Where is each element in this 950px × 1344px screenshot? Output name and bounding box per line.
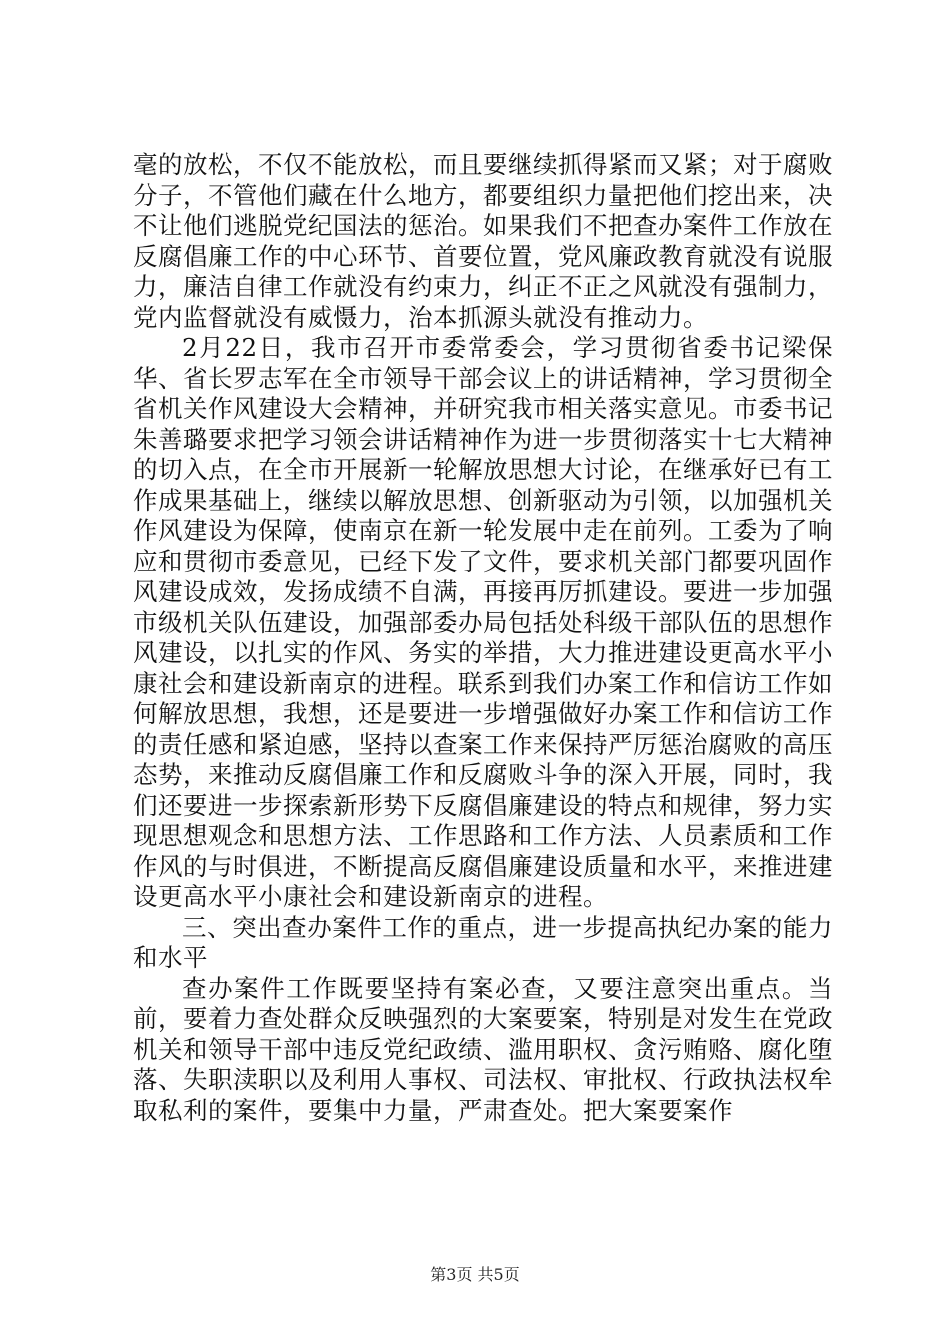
section-heading: 三、突出查办案件工作的重点，进一步提高执纪办案的能力和水平: [133, 912, 833, 972]
body-paragraph: 毫的放松，不仅不能放松，而且要继续抓得紧而又紧；对于腐败分子，不管他们藏在什么地方，都要组织力量把他们挖出来，决不让他们逃脱党纪国法的惩治。如果我们不把查办案件工作放在反腐倡廉工作的中心环节、首要位置，党风廉政教育就没有说服力，廉洁自律工作就没有约束力，纠正不正之风就没有强制力，党内监督就没有威慑力，治本抓源头就没有推动力。: [133, 150, 833, 332]
page-number-footer: 第3页 共5页: [430, 1265, 520, 1284]
body-paragraph: 查办案件工作既要坚持有案必查，又要注意突出重点。当前，要着力查处群众反映强烈的大案要案，特别是对发生在党政机关和领导干部中违反党纪政绩、滥用职权、贪污贿赂、腐化堕落、失职渎职以及利用人事权、司法权、审批权、行政执法权牟取私利的案件，要集中力量，严肃查处。把大案要案作: [133, 973, 833, 1125]
document-body: [133, 150, 833, 1126]
body-paragraph: 2月22日，我市召开市委常委会，学习贯彻省委书记梁保华、省长罗志军在全市领导干部会议上的讲话精神，学习贯彻全省机关作风建设大会精神，并研究我市相关落实意见。市委书记朱善璐要求把学习领会讲话精神作为进一步贯彻落实十七大精神的切入点，在全市开展新一轮解放思想大讨论，在继承好已有工作成果基础上，继续以解放思想、创新驱动为引领，以加强机关作风建设为保障，使南京在新一轮发展中走在前列。工委为了响应和贯彻市委意见，已经下发了文件，要求机关部门都要巩固作风建设成效，发扬成绩不自满，再接再厉抓建设。要进一步加强市级机关队伍建设，加强部委办局包括处科级干部队伍的思想作风建设，以扎实的作风、务实的举措，大力推进建设更高水平小康社会和建设新南京的进程。联系到我们办案工作和信访工作如何解放思想，我想，还是要进一步增强做好办案工作和信访工作的责任感和紧迫感，坚持以查案工作来保持严厉惩治腐败的高压态势，来推动反腐倡廉工作和反腐败斗争的深入开展，同时，我们还要进一步探索新形势下反腐倡廉建设的特点和规律，努力实现思想观念和思想方法、工作思路和工作方法、人员素质和工作作风的与时俱进，不断提高反腐倡廉建设质量和水平，来推进建设更高水平小康社会和建设新南京的进程。: [133, 333, 833, 911]
